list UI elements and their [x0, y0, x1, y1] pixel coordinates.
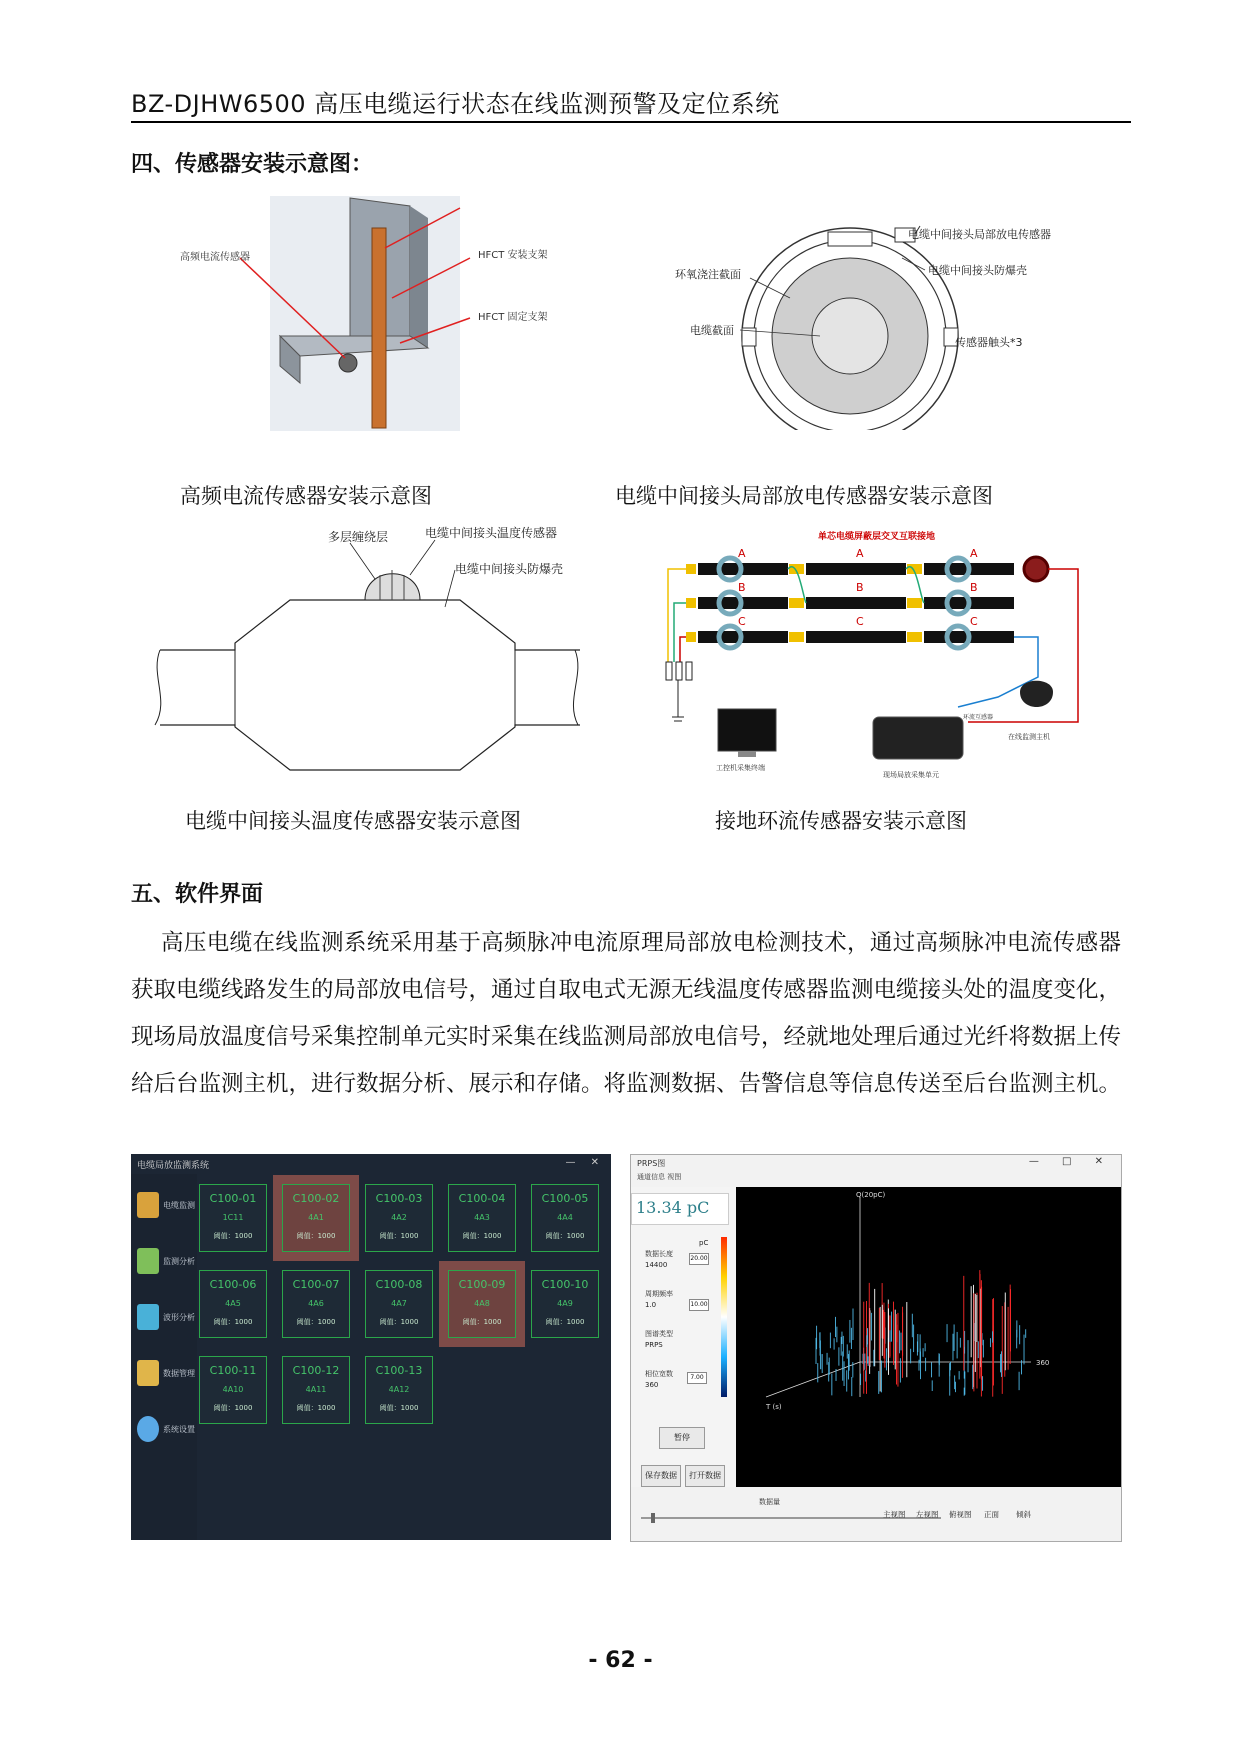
channel-card[interactable]	[365, 1356, 433, 1424]
channel-card[interactable]	[199, 1356, 267, 1424]
svg-text:B: B	[738, 581, 746, 594]
label-epoxy-section: 环氧浇注截面	[675, 268, 741, 281]
svg-text:C: C	[970, 615, 978, 628]
section5-heading: 五、软件界面	[131, 882, 264, 907]
document-icon	[137, 1248, 159, 1274]
channel-name: 4A3	[474, 1213, 490, 1222]
label-cable-section: 电缆截面	[690, 324, 734, 337]
channel-name: 4A2	[391, 1213, 407, 1222]
field-label-type: 图谱类型	[645, 1330, 673, 1338]
view-front-tab[interactable]: 正面	[984, 1510, 999, 1519]
channel-threshold: 阈值：1000	[296, 1232, 336, 1240]
fig2-caption: 电缆中间接头局部放电传感器安装示意图	[615, 484, 993, 508]
prps-window-controls[interactable]: — □ ✕	[1028, 1156, 1113, 1167]
axis-phase-label: 360	[1036, 1359, 1050, 1367]
copper-busbar	[372, 228, 386, 428]
hfct-install-figure	[170, 188, 610, 438]
grounding-current-sensor-figure	[658, 527, 1088, 782]
cable-icon	[137, 1192, 159, 1218]
sidebar-item-label: 波形分析	[163, 1313, 195, 1322]
channel-name: 4A7	[391, 1299, 407, 1308]
field-label-phase: 相位宽数	[645, 1370, 673, 1378]
monitor-icon	[718, 709, 776, 751]
color-scale-bar	[721, 1237, 727, 1397]
label-wrap-layer: 多层缠绕层	[328, 530, 389, 544]
label-joint-pd-sensor: 电缆中间接头局部放电传感器	[908, 228, 1051, 241]
waveform-icon	[137, 1304, 159, 1330]
sidebar-item-label: 电缆监测	[163, 1201, 195, 1210]
header-rule	[131, 121, 1131, 123]
channel-threshold: 阈值：1000	[213, 1404, 253, 1412]
sidebar-item-label: 监测分析	[163, 1257, 195, 1266]
sidebar-item-2[interactable]	[137, 1244, 197, 1288]
channel-name: 1C11	[222, 1213, 244, 1222]
channel-id: C100-08	[375, 1278, 423, 1291]
channel-name: 4A12	[388, 1385, 410, 1394]
channel-name: 4A8	[474, 1299, 490, 1308]
data-amount-label: 数据量	[759, 1498, 780, 1506]
channel-card[interactable]	[531, 1184, 599, 1252]
sidebar-item-5[interactable]	[137, 1412, 197, 1456]
channel-id: C100-13	[375, 1364, 423, 1377]
channel-threshold: 阈值：1000	[296, 1404, 336, 1412]
pc-value: 13.34 pC	[636, 1198, 710, 1217]
label-explosion-shell: 电缆中间接头防爆壳	[928, 264, 1027, 277]
axis-q-label: Q(20pC)	[856, 1191, 886, 1199]
axis-t-label: T (s)	[766, 1403, 782, 1411]
dashboard-window-controls[interactable]: — ✕	[565, 1157, 605, 1168]
channel-card[interactable]	[365, 1184, 433, 1252]
svg-text:A: A	[738, 547, 746, 560]
channel-id: C100-01	[209, 1192, 257, 1205]
prps-plot-svg	[736, 1187, 1121, 1487]
fig1-caption: 高频电流传感器安装示意图	[180, 484, 432, 508]
channel-card[interactable]	[282, 1270, 350, 1338]
channel-id: C100-05	[541, 1192, 589, 1205]
channel-card[interactable]	[282, 1184, 350, 1252]
channel-threshold: 阈值：1000	[545, 1318, 585, 1326]
gears-icon	[137, 1416, 159, 1442]
joint-temp-sensor-figure	[150, 515, 580, 780]
label-hfct-holder: HFCT 安装支架	[478, 250, 548, 261]
svg-text:B: B	[856, 581, 864, 594]
unit-label: pC	[699, 1239, 709, 1247]
svg-text:在线监测主机: 在线监测主机	[1008, 733, 1050, 741]
svg-text:工控机采集终端: 工控机采集终端	[716, 764, 765, 772]
channel-threshold: 阈值：1000	[379, 1404, 419, 1412]
channel-card[interactable]	[199, 1184, 267, 1252]
view-main-tab[interactable]: 主视图	[883, 1510, 906, 1519]
channel-id: C100-03	[375, 1192, 423, 1205]
channel-name: 4A1	[308, 1213, 324, 1222]
field-value-phase: 360	[645, 1381, 659, 1389]
channel-id: C100-11	[209, 1364, 257, 1377]
prps-chart-screenshot	[630, 1154, 1122, 1542]
joint-pd-sensor-figure	[670, 218, 1090, 430]
svg-text:C: C	[738, 615, 746, 628]
fig4-caption: 接地环流传感器安装示意图	[715, 809, 967, 833]
prps-3d-plot	[736, 1187, 1121, 1487]
view-top-tab[interactable]: 俯视图	[949, 1510, 972, 1519]
channel-threshold: 阈值：1000	[545, 1232, 585, 1240]
channel-card[interactable]	[199, 1270, 267, 1338]
svg-text:C: C	[856, 615, 864, 628]
view-left-tab[interactable]: 左视图	[916, 1510, 939, 1519]
svg-text:A: A	[856, 547, 864, 560]
monitor-dashboard-screenshot	[131, 1154, 611, 1540]
hfct-sensor	[339, 354, 357, 372]
channel-id: C100-07	[292, 1278, 340, 1291]
channel-threshold: 阈值：1000	[213, 1318, 253, 1326]
dashboard-title: 电缆局放监测系统	[137, 1161, 210, 1171]
channel-threshold: 阈值：1000	[296, 1318, 336, 1326]
label-joint-temp-sensor: 电缆中间接头温度传感器	[425, 526, 558, 540]
svg-text:环流互感器: 环流互感器	[963, 714, 994, 721]
channel-name: 4A10	[222, 1385, 244, 1394]
cable-section	[812, 298, 888, 374]
channel-id: C100-06	[209, 1278, 257, 1291]
field-value-length: 14400	[645, 1261, 668, 1269]
fig3-caption: 电缆中间接头温度传感器安装示意图	[185, 809, 521, 833]
prps-window-title: PRPS图	[637, 1159, 666, 1168]
channel-threshold: 阈值：1000	[213, 1232, 253, 1240]
sidebar-item-label: 系统设置	[163, 1425, 195, 1434]
label-sensor-contacts: 传感器触头*3	[955, 336, 1023, 349]
ct-icon	[1020, 681, 1053, 707]
label-cross-bonding: 单芯电缆屏蔽层交叉互联接地	[818, 532, 936, 542]
save-data-button[interactable]: 保存数据	[641, 1465, 681, 1487]
current-transformer-icon	[1024, 557, 1048, 581]
label-hfct-fixed: HFCT 固定支架	[478, 312, 548, 323]
field-value-freq: 1.0	[645, 1301, 657, 1309]
data-slider-handle[interactable]	[651, 1513, 655, 1523]
channel-threshold: 阈值：1000	[379, 1232, 419, 1240]
sidebar-item-4[interactable]	[137, 1356, 197, 1400]
sidebar-item-1[interactable]	[137, 1188, 197, 1232]
pc-readout	[631, 1193, 729, 1225]
gear-globe-icon	[137, 1360, 159, 1386]
sidebar-item-3[interactable]	[137, 1300, 197, 1344]
field-label-freq: 周期频率	[645, 1290, 673, 1298]
channel-id: C100-04	[458, 1192, 506, 1205]
channel-name: 4A9	[557, 1299, 573, 1308]
channel-id: C100-02	[292, 1192, 340, 1205]
channel-threshold: 阈值：1000	[462, 1232, 502, 1240]
channel-id: C100-10	[541, 1278, 589, 1291]
channel-card[interactable]	[448, 1184, 516, 1252]
svg-text:B: B	[970, 581, 978, 594]
channel-threshold: 阈值：1000	[379, 1318, 419, 1326]
open-data-button[interactable]: 打开数据	[685, 1465, 725, 1487]
field-input-phase[interactable]: 7.00	[687, 1372, 707, 1384]
channel-id: C100-09	[458, 1278, 506, 1291]
view-tilt-tab[interactable]: 倾斜	[1016, 1510, 1031, 1519]
channel-name: 4A6	[308, 1299, 324, 1308]
prps-bottom-bar	[631, 1487, 1121, 1541]
section5-paragraph: 高压电缆在线监测系统采用基于高频脉冲电流原理局部放电检测技术，通过高频脉冲电流传感器获取电缆线路发生的局部放电信号，通过自取电式无源无线温度传感器监测电缆接头处的温度变化，现场局放温度信号采集控制单元实时采集在线监测局部放电信号，经就地处理后通过光纤将数据上传给后台监测主机，进行数据分析、展示和存储。将监测数据、告警信息等信息传送至后台监测主机。	[131, 930, 1122, 1097]
field-input-length[interactable]: 20.00	[689, 1253, 709, 1265]
channel-id: C100-12	[292, 1364, 340, 1377]
acquisition-unit-icon	[873, 717, 963, 759]
field-input-freq[interactable]: 10.00	[689, 1299, 709, 1311]
channel-card[interactable]	[448, 1270, 516, 1338]
section4-heading: 四、传感器安装示意图：	[131, 152, 374, 177]
pause-button[interactable]: 暂停	[659, 1427, 705, 1449]
field-value-type: PRPS	[645, 1341, 663, 1349]
label-hfct-sensor: 高频电流传感器	[180, 252, 250, 263]
channel-threshold: 阈值：1000	[462, 1318, 502, 1326]
channel-card[interactable]	[282, 1356, 350, 1424]
prps-menu-bar[interactable]: 通道信息 视图	[637, 1173, 682, 1181]
channel-name: 4A4	[557, 1213, 573, 1222]
channel-name: 4A11	[305, 1385, 327, 1394]
label-joint-shell: 电缆中间接头防爆壳	[455, 562, 564, 576]
svg-text:A: A	[970, 547, 978, 560]
channel-name: 4A5	[225, 1299, 241, 1308]
channel-card[interactable]	[365, 1270, 433, 1338]
field-label-length: 数据长度	[645, 1250, 673, 1258]
channel-card[interactable]	[531, 1270, 599, 1338]
document-header-title: BZ-DJHW6500 高压电缆运行状态在线监测预警及定位系统	[131, 90, 780, 118]
sidebar-item-label: 数据管理	[163, 1369, 195, 1378]
page-number: - 62 -	[588, 1648, 653, 1673]
svg-text:现场局放采集单元: 现场局放采集单元	[883, 771, 939, 779]
